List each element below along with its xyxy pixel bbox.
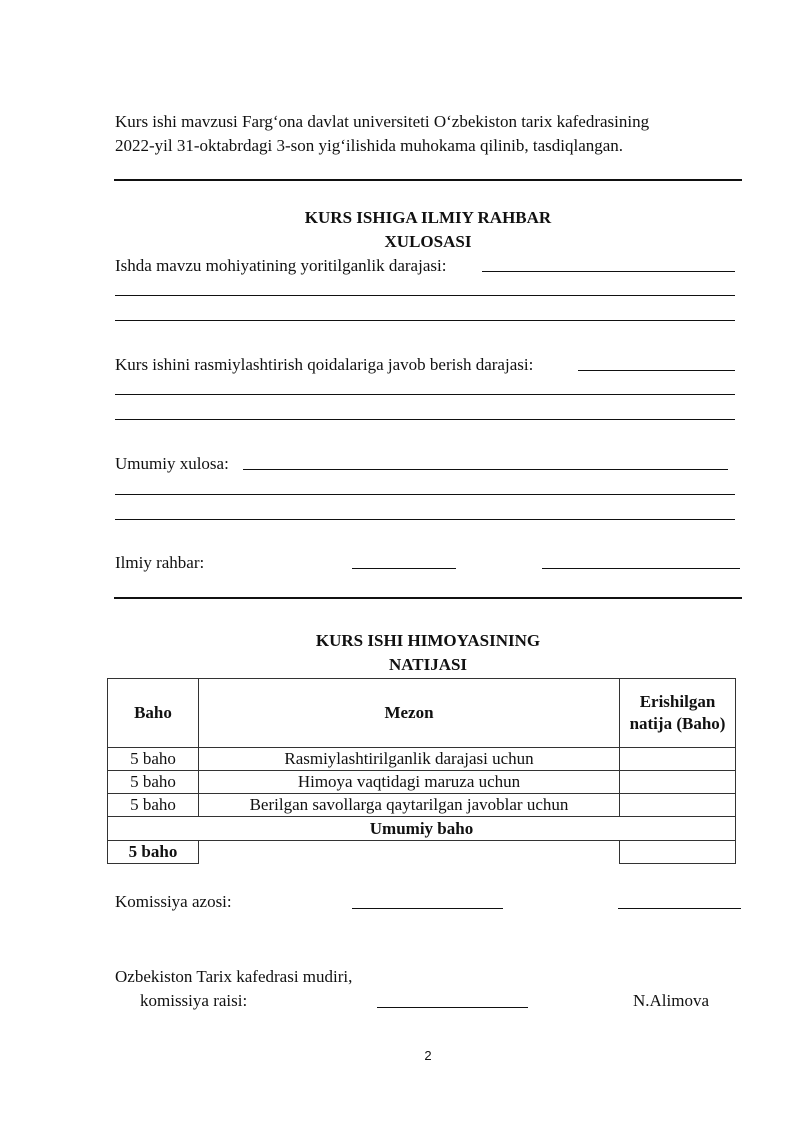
row-grade: 5 baho xyxy=(108,794,199,817)
row-criterion: Himoya vaqtidagi maruza uchun xyxy=(199,771,620,794)
coverage-blank-line xyxy=(115,320,735,321)
commission-signature-blank xyxy=(352,908,503,909)
defense-title-line-1: KURS ISHI HIMOYASINING xyxy=(315,631,541,650)
total-label-row xyxy=(108,817,736,841)
header-result: Erishilgan natija (Baho) xyxy=(620,679,736,748)
row-grade: 5 baho xyxy=(108,748,199,771)
supervisor-signature-blank xyxy=(352,568,456,569)
coverage-blank xyxy=(482,271,735,272)
total-grade: 5 baho xyxy=(108,841,199,864)
total-empty-cell xyxy=(199,841,620,864)
header-criterion: Mezon xyxy=(199,679,620,748)
conclusion-blank-line xyxy=(115,494,735,495)
coverage-blank-line xyxy=(115,295,735,296)
head-name: N.Alimova xyxy=(633,991,710,1010)
row-result xyxy=(620,771,736,794)
page-number: 2 xyxy=(424,1048,432,1063)
row-result xyxy=(620,794,736,817)
table-row xyxy=(108,794,736,817)
header-grade: Baho xyxy=(108,679,199,748)
total-grade-row xyxy=(108,841,736,864)
review-title-line-2: XULOSASI xyxy=(384,232,472,251)
total-result-cell xyxy=(620,841,736,864)
head-label-line-1: Ozbekiston Tarix kafedrasi mudiri, xyxy=(115,967,353,986)
review-title-line-1: KURS ISHIGA ILMIY RAHBAR xyxy=(304,208,552,227)
row-result xyxy=(620,748,736,771)
defense-title-line-2: NATIJASI xyxy=(388,655,468,674)
conclusion-blank-line xyxy=(115,519,735,520)
row-criterion: Rasmiylashtirilganlik darajasi uchun xyxy=(199,748,620,771)
table-header-row xyxy=(108,679,736,748)
intro-line-2: 2022-yil 31-oktabrdagi 3-son yig‘ilishida muhokama qilinib, tasdiqlangan. xyxy=(115,136,624,155)
formatting-label: Kurs ishini rasmiylashtirish qoidalariga javob berish darajasi: xyxy=(115,355,534,374)
conclusion-blank xyxy=(243,469,728,470)
formatting-blank-line xyxy=(115,419,735,420)
supervisor-label: Ilmiy rahbar: xyxy=(115,553,205,572)
head-signature-blank xyxy=(377,1007,528,1008)
commission-name-blank xyxy=(618,908,741,909)
formatting-blank xyxy=(578,370,735,371)
head-label-line-2: komissiya raisi: xyxy=(140,991,248,1010)
conclusion-label: Umumiy xulosa: xyxy=(115,454,229,473)
section-divider xyxy=(114,179,742,181)
section-divider xyxy=(114,597,742,599)
table-row xyxy=(108,771,736,794)
intro-line-1: Kurs ishi mavzusi Farg‘ona davlat universiteti O‘zbekiston tarix kafedrasining xyxy=(115,112,650,131)
supervisor-name-blank xyxy=(542,568,740,569)
formatting-blank-line xyxy=(115,394,735,395)
coverage-label: Ishda mavzu mohiyatining yoritilganlik darajasi: xyxy=(115,256,447,275)
defense-results-table xyxy=(107,678,736,864)
table-row xyxy=(108,748,736,771)
commission-member-label: Komissiya azosi: xyxy=(115,892,232,911)
row-criterion: Berilgan savollarga qaytarilgan javoblar uchun xyxy=(199,794,620,817)
row-grade: 5 baho xyxy=(108,771,199,794)
total-label: Umumiy baho xyxy=(108,817,736,841)
